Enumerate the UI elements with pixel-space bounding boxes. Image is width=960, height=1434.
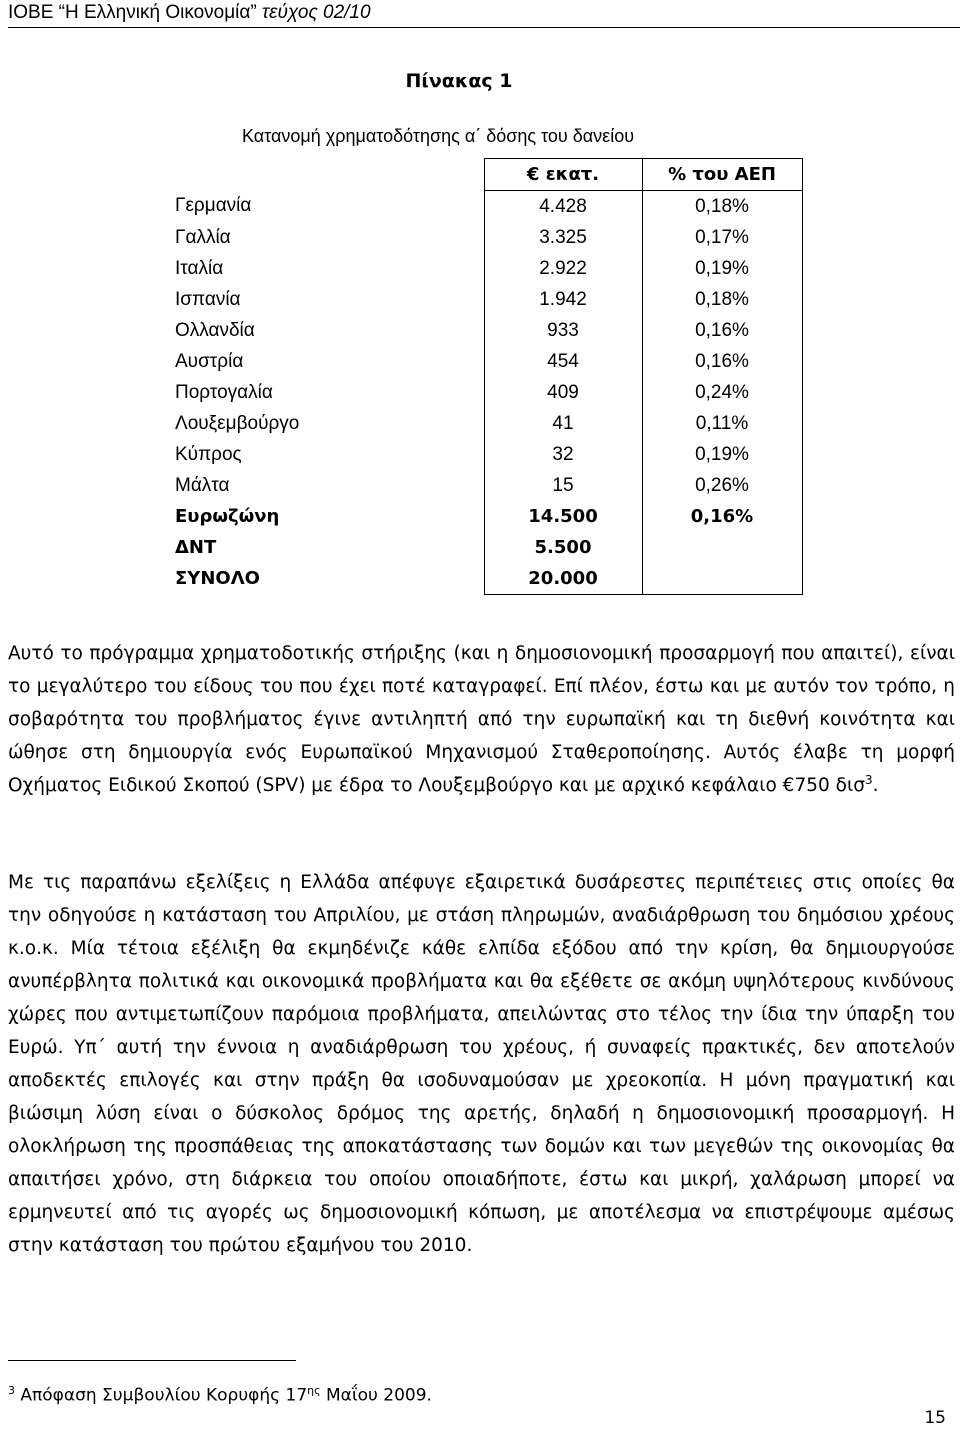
- table-row: [166, 346, 802, 377]
- footnote-rule: [8, 1360, 296, 1361]
- footnote-text-end: Μαΐου 2009.: [320, 1385, 432, 1406]
- footnote-ordinal-suffix: ης: [307, 1384, 321, 1397]
- gdp-share-cell: 0,24%: [642, 377, 802, 408]
- table-title: Πίνακας 1: [405, 70, 513, 92]
- amount-cell: 15: [484, 470, 642, 501]
- footnote-number: 3: [8, 1384, 15, 1397]
- amount-cell: 2.922: [484, 253, 642, 284]
- running-header: [8, 2, 371, 24]
- footnote-text: Απόφαση Συμβουλίου Κορυφής 17: [20, 1385, 308, 1406]
- country-label: Γερμανία: [175, 195, 252, 217]
- gdp-share-cell: [642, 532, 802, 563]
- amount-cell: 454: [484, 346, 642, 377]
- gdp-share-cell: 0,19%: [642, 253, 802, 284]
- table-row: [166, 315, 802, 346]
- amount-cell: 4.428: [484, 191, 642, 223]
- header-gdp-share: % του ΑΕΠ: [642, 159, 802, 191]
- amount-cell: 32: [484, 439, 642, 470]
- table-row-eurozone: [166, 501, 802, 532]
- table-caption: Κατανομή χρηματοδότησης α΄ δόσης του δανείου: [241, 126, 635, 146]
- country-label: Γαλλία: [175, 226, 231, 248]
- gdp-share-cell: [642, 563, 802, 595]
- amount-cell: 20.000: [484, 563, 642, 595]
- country-label: Ιταλία: [175, 257, 224, 279]
- country-label: ΔΝΤ: [175, 537, 217, 558]
- country-label: ΣΥΝΟΛΟ: [175, 568, 260, 590]
- body-paragraph-2: Με τις παραπάνω εξελίξεις η Ελλάδα απέφυγε εξαιρετικά δυσάρεστες περιπέτειες στις οποίες θα την οδηγούσε η κατάσταση του Απριλίου, με στάση πληρωμών, αναδιάρθρωση του δημόσιου χρέους κ.ο.κ. Μία τέτοια εξέλιξη θα εκμηδένιζε κάθε ελπίδα εξόδου από την κρίση, θα δημιουργούσε ανυπέρβλητα πολιτικά και οικονομικά προβλήματα και θα εξέθετε σε ακόμη υψηλότερους κινδύνους χώρες που αντιμετωπίζουν παρόμοια προβλήματα, απειλώντας στο τέλος την ίδια την ύπαρξη του Ευρώ. Υπ΄ αυτή την έννοια η αναδιάρθρωση του χρέους, ή συναφείς πρακτικές, δεν αποτελούν αποδεκτές επιλογές και στην πράξη θα ισοδυναμούσαν με χρεοκοπία. Η μόνη πραγματική και βιώσιμη λύση είναι ο δύσκολος δρόμος της αρετής, δηλαδή η δημοσιονομική προσαρμογή. Η ολοκλήρωση της προσπάθειας της αποκατάστασης των δομών και των μεγεθών της οικονομίας θα απαιτήσει χρόνο, στη διάρκεια του οποίου οποιαδήποτε, έστω και μικρή, χαλάρωση μπορεί να ερμηνευτεί από τις αγορές ως δημοσιονομική κόπωση, με αποτέλεσμα να επιστρέψουμε αμέσως στην κατάσταση του πρώτου εξαμήνου του 2010.: [8, 872, 955, 1256]
- gdp-share-cell: 0,19%: [642, 439, 802, 470]
- amount-cell: 933: [484, 315, 642, 346]
- page-number: 15: [924, 1408, 946, 1428]
- gdp-share-cell: 0,18%: [642, 284, 802, 315]
- funding-table: [166, 158, 803, 595]
- country-label: Κύπρος: [175, 443, 242, 465]
- table-row: [166, 439, 802, 470]
- amount-cell: 14.500: [484, 501, 642, 532]
- footnote-reference[interactable]: 3: [864, 772, 873, 787]
- country-label: Αυστρία: [175, 350, 244, 372]
- table-row: [166, 191, 802, 223]
- table-row-total: [166, 563, 802, 595]
- country-label: Πορτογαλία: [175, 381, 273, 403]
- country-label: Μάλτα: [175, 474, 230, 496]
- country-label: Ευρωζώνη: [175, 506, 280, 527]
- header-title: ΙΟΒΕ “Η Ελληνική Οικονομία”: [8, 2, 257, 23]
- header-blank-cell: [166, 159, 484, 191]
- gdp-share-cell: 0,16%: [642, 315, 802, 346]
- gdp-share-cell: 0,17%: [642, 222, 802, 253]
- paragraph-1-end: .: [872, 775, 879, 796]
- table-row: [166, 222, 802, 253]
- table-row: [166, 408, 802, 439]
- paragraph-1-text: Αυτό το πρόγραμμα χρηματοδοτικής στήριξης (και η δημοσιονομική προσαρμογή που απαιτεί), είναι το μεγαλύτερο του είδους του που έχει ποτέ καταγραφεί. Επί πλέον, έστω και με αυτόν τον τρόπο, η σοβαρότητα του προβλήματος έγινε αντιληπτή από την ευρωπαϊκή και τη διεθνή κοινότητα και ώθησε στη δημιουργία ενός Ευρωπαϊκού Μηχανισμού Σταθεροποίησης. Αυτός έλαβε τη μορφή Οχήματος Ειδικού Σκοπού (SPV) με έδρα το Λουξεμβούργο και με αρχικό κεφάλαιο €750 δισ: [8, 643, 955, 796]
- amount-cell: 3.325: [484, 222, 642, 253]
- amount-cell: 409: [484, 377, 642, 408]
- header-amount: € εκατ.: [484, 159, 642, 191]
- country-label: Ολλανδία: [175, 319, 255, 341]
- header-rule: [8, 27, 960, 28]
- body-paragraph-1: [8, 637, 955, 802]
- amount-cell: 1.942: [484, 284, 642, 315]
- amount-cell: 41: [484, 408, 642, 439]
- country-label: Ισπανία: [175, 288, 241, 310]
- table-row-imf: [166, 532, 802, 563]
- table-row: [166, 284, 802, 315]
- amount-cell: 5.500: [484, 532, 642, 563]
- gdp-share-cell: 0,16%: [642, 346, 802, 377]
- country-label: Λουξεμβούργο: [175, 412, 300, 434]
- table-row: [166, 253, 802, 284]
- header-issue: τεύχος 02/10: [261, 2, 371, 23]
- gdp-share-cell: 0,11%: [642, 408, 802, 439]
- gdp-share-cell: 0,16%: [642, 501, 802, 532]
- table-row: [166, 377, 802, 408]
- table-row: [166, 470, 802, 501]
- table-header-row: [166, 159, 802, 191]
- footnote: [8, 1384, 432, 1406]
- gdp-share-cell: 0,18%: [642, 191, 802, 223]
- gdp-share-cell: 0,26%: [642, 470, 802, 501]
